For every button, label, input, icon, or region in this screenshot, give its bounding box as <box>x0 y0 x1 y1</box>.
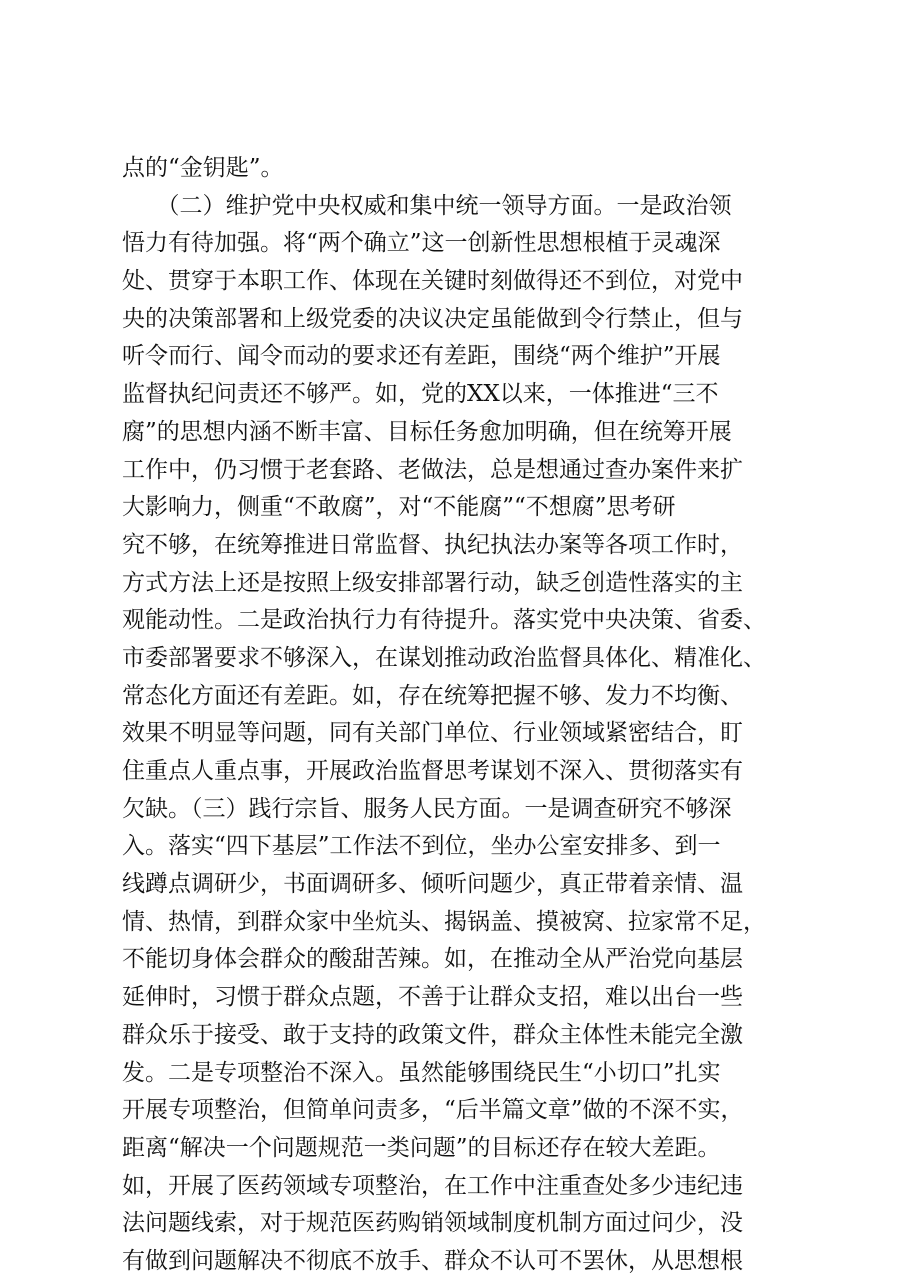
text-line: 工作中，仍习惯于老套路、老做法，总是想通过查办案件来扩 <box>122 456 743 483</box>
text-line: 处、贯穿于本职工作、体现在关键时刻做得还不到位，对党中 <box>122 268 743 295</box>
text-line: 常态化方面还有差距。如，存在统筹把握不够、发力不均衡、 <box>122 682 743 709</box>
text-line: 央的决策部署和上级党委的决议决定虽能做到令行禁止，但与 <box>122 305 743 332</box>
text-line: 线蹲点调研少，书面调研多、倾听问题少，真正带着亲情、温 <box>122 871 743 898</box>
text-line: 效果不明显等问题，同有关部门单位、行业领域紧密结合，盯 <box>122 720 743 747</box>
text-line: 市委部署要求不够深入，在谋划推动政治监督具体化、精准化、 <box>122 644 766 671</box>
text-line: 点的“金钥匙”。 <box>122 155 284 181</box>
text-line: 究不够，在统筹推进日常监督、执纪执法办案等各项工作时， <box>122 531 743 558</box>
text-line: 悟力有待加强。将“两个确立”这一创新性思想根植于灵魂深 <box>122 230 721 257</box>
text-line: 发。二是专项整治不深入。虽然能够围绕民生“小切口”扎实 <box>122 1059 721 1086</box>
text-line: 不能切身体会群众的酸甜苦辣。如，在推动全从严治党向基层 <box>122 946 743 973</box>
text-line: （二）维护党中央权威和集中统一领导方面。一是政治领 <box>122 192 732 219</box>
body-text <box>122 150 802 1281</box>
text-line: 延伸时，习惯于群众点题，不善于让群众支招，难以出台一些 <box>122 984 743 1011</box>
text-line: 方式方法上还是按照上级安排部署行动，缺乏创造性落实的主 <box>122 569 743 596</box>
text-line: 观能动性。二是政治执行力有待提升。落实党中央决策、省委、 <box>122 607 766 634</box>
text-line: 欠缺。（三）践行宗旨、服务人民方面。一是调查研究不够深 <box>122 795 732 822</box>
text-line: 大影响力，侧重“不敢腐”，对“不能腐”“不想腐”思考研 <box>122 494 676 521</box>
text-line: 听令而行、闻令而动的要求还有差距，围绕“两个维护”开展 <box>122 343 721 370</box>
text-line: 有做到问题解决不彻底不放手、群众不认可不罢休，从思想根 <box>122 1247 743 1274</box>
text-line: 开展专项整治，但简单问责多，“后半篇文章”做的不深不实， <box>122 1097 744 1124</box>
text-line: 腐”的思想内涵不断丰富、目标任务愈加明确，但在统筹开展 <box>122 418 732 445</box>
text-line: 距离“解决一个问题规范一类问题”的目标还存在较大差距。 <box>122 1134 721 1161</box>
text-line: 如，开展了医药领域专项整治，在工作中注重查处多少违纪违 <box>122 1172 743 1199</box>
text-line: 法问题线索，对于规范医药购销领域制度机制方面过问少，没 <box>122 1210 743 1237</box>
text-line: 入。落实“四下基层”工作法不到位，坐办公室安排多、到一 <box>122 833 721 860</box>
text-line: 监督执纪问责还不够严。如，党的XX以来，一体推进“三不 <box>122 381 719 408</box>
text-line: 情、热情，到群众家中坐炕头、揭锅盖、摸被窝、拉家常不足， <box>122 908 766 935</box>
text-line: 住重点人重点事，开展政治监督思考谋划不深入、贯彻落实有 <box>122 758 743 784</box>
text-line: 群众乐于接受、敢于支持的政策文件，群众主体性未能完全激 <box>122 1021 743 1048</box>
